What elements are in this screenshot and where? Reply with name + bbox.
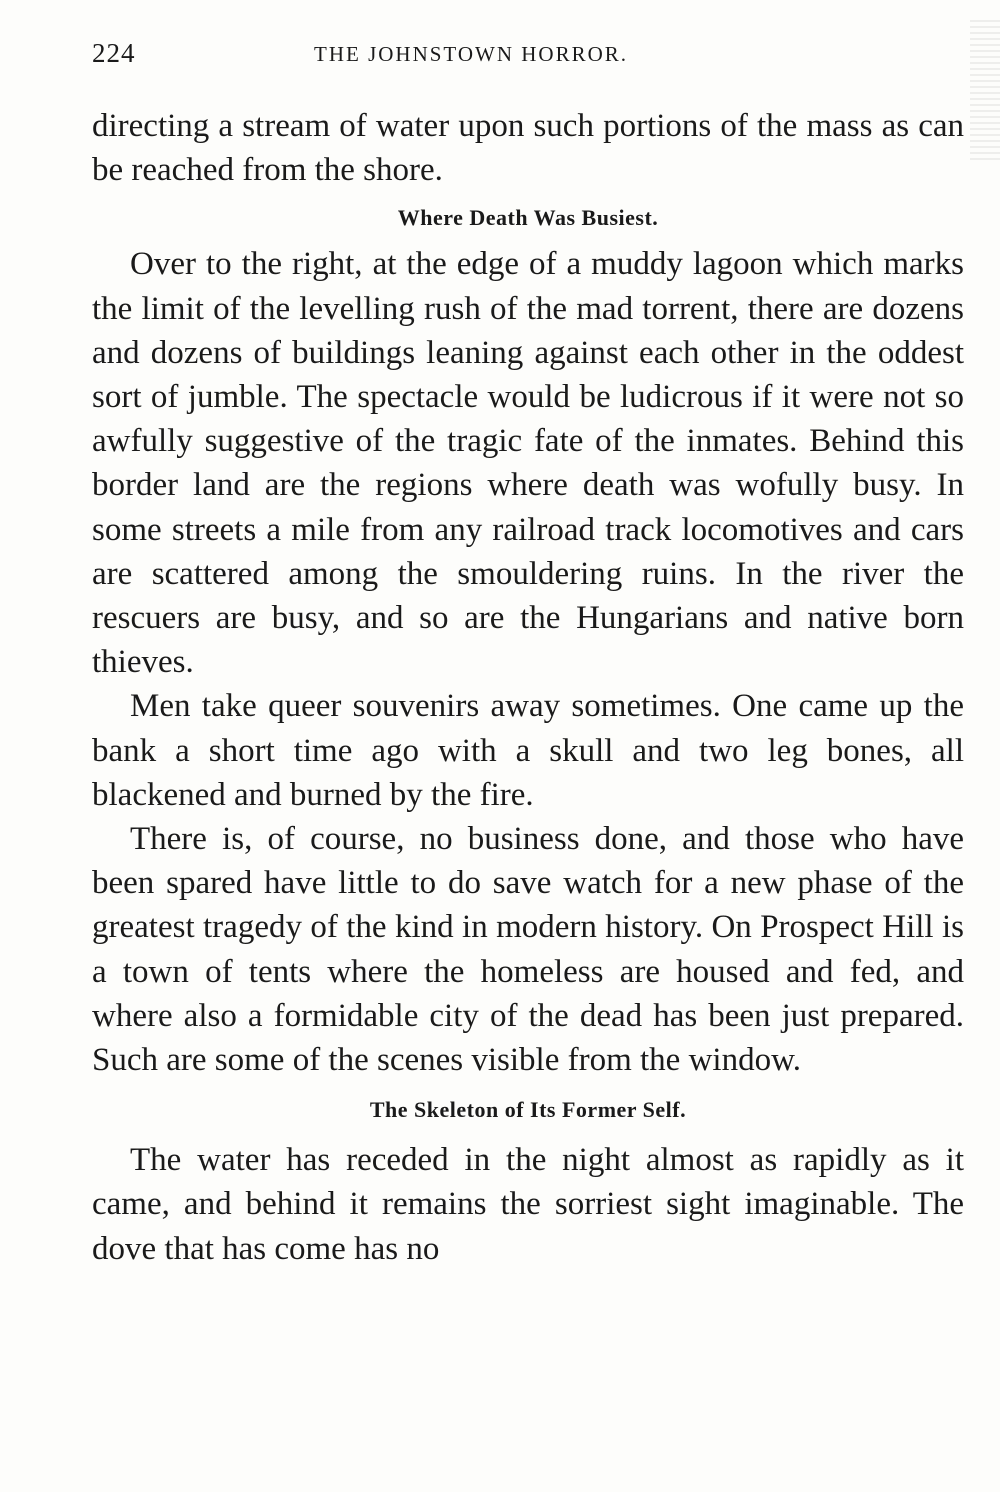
page-body: [92, 104, 964, 1271]
paragraph-souvenirs: Men take queer souvenirs away sometimes. One came up the bank a short time ago with a skull and two leg bones, all blackened and burned by the fire.: [92, 688, 964, 813]
paragraph-prospect-hill: There is, of course, no business done, and those who have been spared have little to do save watch for a new phase of the greatest tragedy of the kind in modern history. On Prospect Hill is a town of tents where the homeless are housed and fed, and where also a formidable city of the dead has been just prepared. Such are some of the scenes visible from the window.: [92, 821, 964, 1079]
paragraph-continued: directing a stream of water upon such portions of the mass as can be reached from the shore.: [92, 108, 964, 189]
running-title: THE JOHNSTOWN HORROR.: [314, 42, 629, 66]
paragraph-lagoon: Over to the right, at the edge of a muddy lagoon which marks the limit of the levelling rush of the mad torrent, there are dozens and dozens of buildings leaning against each other in the oddest sort of jumble. The spectacle would be ludicrous if it were not so awfully suggestive of the tragic fate of the inmates. Behind this border land are the regions where death was wofully busy. In some streets a mile from any railroad track locomotives and cars are scattered among the smouldering ruins. In the river the rescuers are busy, and so are the Hungarians and native born thieves.: [92, 246, 964, 681]
page-number: 224: [92, 38, 136, 68]
page-header: [92, 30, 960, 70]
paragraph-water-receded: The water has receded in the night almost as rapidly as it came, and behind it remains the sorriest sight imaginable. The dove that has come has no: [92, 1142, 964, 1267]
section-heading-where-death-was-busiest: Where Death Was Busiest.: [397, 205, 659, 231]
section-heading-skeleton: The Skeleton of Its Former Self.: [369, 1097, 687, 1123]
page-edge-texture: [970, 20, 1000, 160]
